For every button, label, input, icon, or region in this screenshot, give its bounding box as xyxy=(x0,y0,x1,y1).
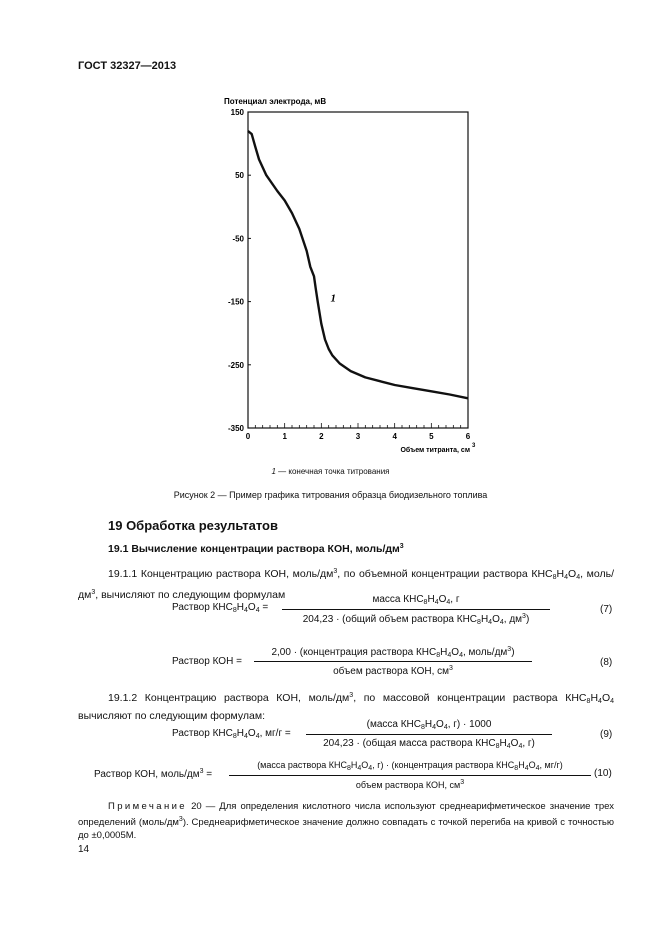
series-line xyxy=(248,131,468,398)
y-tick-label: -50 xyxy=(232,234,244,244)
equation-7: Раствор $КНС_8Н_4О_4$ = xyxy=(172,602,269,614)
equation-10: Раствор КОН, моль/$дм^3$ = xyxy=(94,768,213,780)
x-tick-label: 4 xyxy=(392,432,397,441)
figure-caption: Рисунок 2 — Пример графика титрования образца биодизельного топлива xyxy=(173,490,488,500)
y-tick-label: 50 xyxy=(235,171,244,181)
y-tick-label: -350 xyxy=(227,424,244,433)
equation-8-number: (8) xyxy=(600,657,613,668)
x-tick-label: 1 xyxy=(282,432,287,441)
equation-8: Раствор КОН = xyxy=(172,656,242,667)
section-subtitle: 19.1 Вычисление концентрации раствора КОН, моль/$дм^3$ xyxy=(108,543,404,555)
equation-10-fraction: (масса раствора $КНС_8Н_4О_4$, г) · (концентрация раствора $КНС_8Н_4О_4$, мг/г) объем раствора КОН, $см^3$ xyxy=(229,760,591,796)
x-tick-label: 0 xyxy=(245,432,251,441)
equation-7-fraction: масса $КНС_8Н_4О_4$, г 204,23 · (общий объем раствора $КНС_8Н_4О_4$, $дм^3$) xyxy=(282,594,550,630)
page-number: 14 xyxy=(78,844,90,855)
plot-frame xyxy=(248,112,468,428)
curve-annotation: 1 xyxy=(330,292,336,305)
legend-number: 1 xyxy=(271,467,276,476)
paragraph-19-1-2: 19.1.2 Концентрацию раствора КОН, моль/$дм^3$, по массовой концентрации раствора $КНС_8Н_4О_4$ вычисляют по следующим формулам: xyxy=(78,692,615,722)
equation-9: Раствор $КНС_8Н_4О_4$, мг/г = xyxy=(172,728,291,740)
note-20: Примечание 20 — Для определения кислотного числа используют среднеарифметическое значение трех определений $(моль/дм^3)$. Среднеарифметическое значение должно совпадать с точкой перегиба на кривой с точностью до ±0,0005М. xyxy=(78,801,614,841)
equation-10-number: (10) xyxy=(594,768,612,779)
x-axis-label: Объем титранта, см xyxy=(400,447,470,454)
x-axis-label-sup: 3 xyxy=(472,443,476,449)
equation-9-number: (9) xyxy=(600,729,613,740)
titration-chart xyxy=(218,92,488,462)
x-tick-label: 6 xyxy=(465,432,471,441)
note-label: Примечание xyxy=(108,801,187,812)
y-axis-label: Потенциал электрода, мВ xyxy=(224,97,327,106)
paragraph-19-1-1: 19.1.1 Концентрацию раствора КОН, моль/$дм^3$, по объемной концентрации раствора $КНС_8Н_4О_4$, моль/$дм^3$, вычисляют по следующим формулам xyxy=(78,568,615,601)
x-tick-label: 2 xyxy=(319,432,324,441)
figure-legend xyxy=(0,467,661,476)
document-header: ГОСТ 32327—2013 xyxy=(78,60,177,72)
x-tick-label: 3 xyxy=(355,432,361,441)
y-tick-label: -250 xyxy=(227,360,244,370)
equation-7-number: (7) xyxy=(600,604,613,615)
legend-text: — конечная точка титрования xyxy=(275,467,390,476)
equation-8-fraction: 2,00 · (концентрация раствора $КНС_8Н_4О_4$, моль/$дм^3$) объем раствора КОН, $см^3$ xyxy=(254,646,532,682)
y-tick-label: 150 xyxy=(230,108,244,117)
section-title: 19 Обработка результатов xyxy=(108,518,278,533)
equation-9-fraction: (масса $КНС_8Н_4О_4$, г) · 1000 204,23 · (общая масса раствора $КНС_8Н_4О_4$, г) xyxy=(306,719,552,755)
y-tick-label: -150 xyxy=(227,297,244,307)
x-tick-label: 5 xyxy=(429,432,434,441)
